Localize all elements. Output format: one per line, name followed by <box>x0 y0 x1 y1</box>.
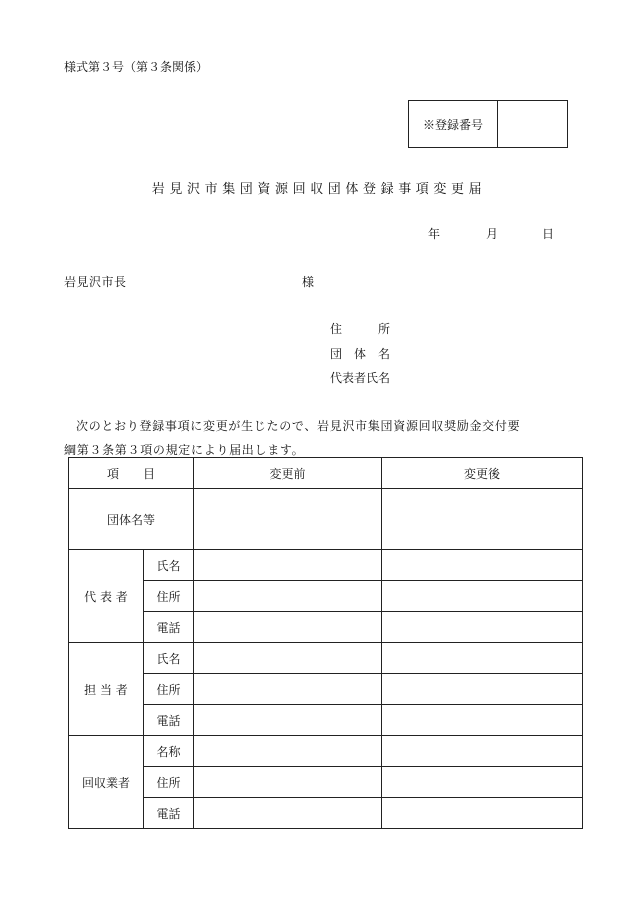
contact-address-label: 住所 <box>144 674 194 705</box>
registration-number-label: ※登録番号 <box>409 101 498 147</box>
date-year-label: 年 <box>428 227 441 241</box>
contact-address-after-cell[interactable] <box>382 674 583 705</box>
contact-phone-before-cell[interactable] <box>194 705 382 736</box>
registration-number-box <box>408 100 568 148</box>
date-month-label: 月 <box>486 227 499 241</box>
representative-address-before-cell[interactable] <box>194 581 382 612</box>
body-text <box>64 414 584 462</box>
representative-name-label: 氏名 <box>144 550 194 581</box>
representative-name-after-cell[interactable] <box>382 550 583 581</box>
date-day-label: 日 <box>542 227 555 241</box>
collector-phone-before-cell[interactable] <box>194 798 382 829</box>
representative-phone-label: 電話 <box>144 612 194 643</box>
representative-name-before-cell[interactable] <box>194 550 382 581</box>
changes-table <box>68 457 583 829</box>
group-name-row-label: 団体名等 <box>69 489 194 550</box>
contact-name-after-cell[interactable] <box>382 643 583 674</box>
group-name-after-cell[interactable] <box>382 489 583 550</box>
contact-name-label: 氏名 <box>144 643 194 674</box>
representative-address-label: 住所 <box>144 581 194 612</box>
collector-phone-label: 電話 <box>144 798 194 829</box>
addressee: 岩見沢市長 <box>64 275 127 289</box>
contact-phone-after-cell[interactable] <box>382 705 583 736</box>
collector-name-before-cell[interactable] <box>194 736 382 767</box>
contact-name-before-cell[interactable] <box>194 643 382 674</box>
registration-number-field[interactable] <box>498 101 567 147</box>
group-name-before-cell[interactable] <box>194 489 382 550</box>
body-line-1: 次のとおり登録事項に変更が生じたので、岩見沢市集団資源回収奨励金交付要 <box>76 419 521 433</box>
form-number: 様式第３号（第３条関係） <box>64 60 209 74</box>
collector-address-before-cell[interactable] <box>194 767 382 798</box>
representative-phone-before-cell[interactable] <box>194 612 382 643</box>
header-before: 変更前 <box>194 458 382 489</box>
applicant-group-name-label: 団 体 名 <box>330 347 391 361</box>
collector-address-after-cell[interactable] <box>382 767 583 798</box>
representative-phone-after-cell[interactable] <box>382 612 583 643</box>
representative-address-after-cell[interactable] <box>382 581 583 612</box>
addressee-honorific: 様 <box>302 275 315 289</box>
collector-phone-after-cell[interactable] <box>382 798 583 829</box>
contact-phone-label: 電話 <box>144 705 194 736</box>
body-line-2: 綱第３条第３項の規定により届出します。 <box>64 443 305 457</box>
collector-name-label: 名称 <box>144 736 194 767</box>
representative-group-label: 代 表 者 <box>69 550 144 643</box>
header-after: 変更後 <box>382 458 583 489</box>
applicant-address-label: 住 所 <box>330 322 391 336</box>
header-item: 項 目 <box>69 458 194 489</box>
contact-address-before-cell[interactable] <box>194 674 382 705</box>
collector-name-after-cell[interactable] <box>382 736 583 767</box>
collector-address-label: 住所 <box>144 767 194 798</box>
contact-person-group-label: 担 当 者 <box>69 643 144 736</box>
applicant-representative-label: 代表者氏名 <box>330 371 391 385</box>
collector-group-label: 回収業者 <box>69 736 144 829</box>
document-title: 岩見沢市集団資源回収団体登録事項変更届 <box>151 182 487 197</box>
